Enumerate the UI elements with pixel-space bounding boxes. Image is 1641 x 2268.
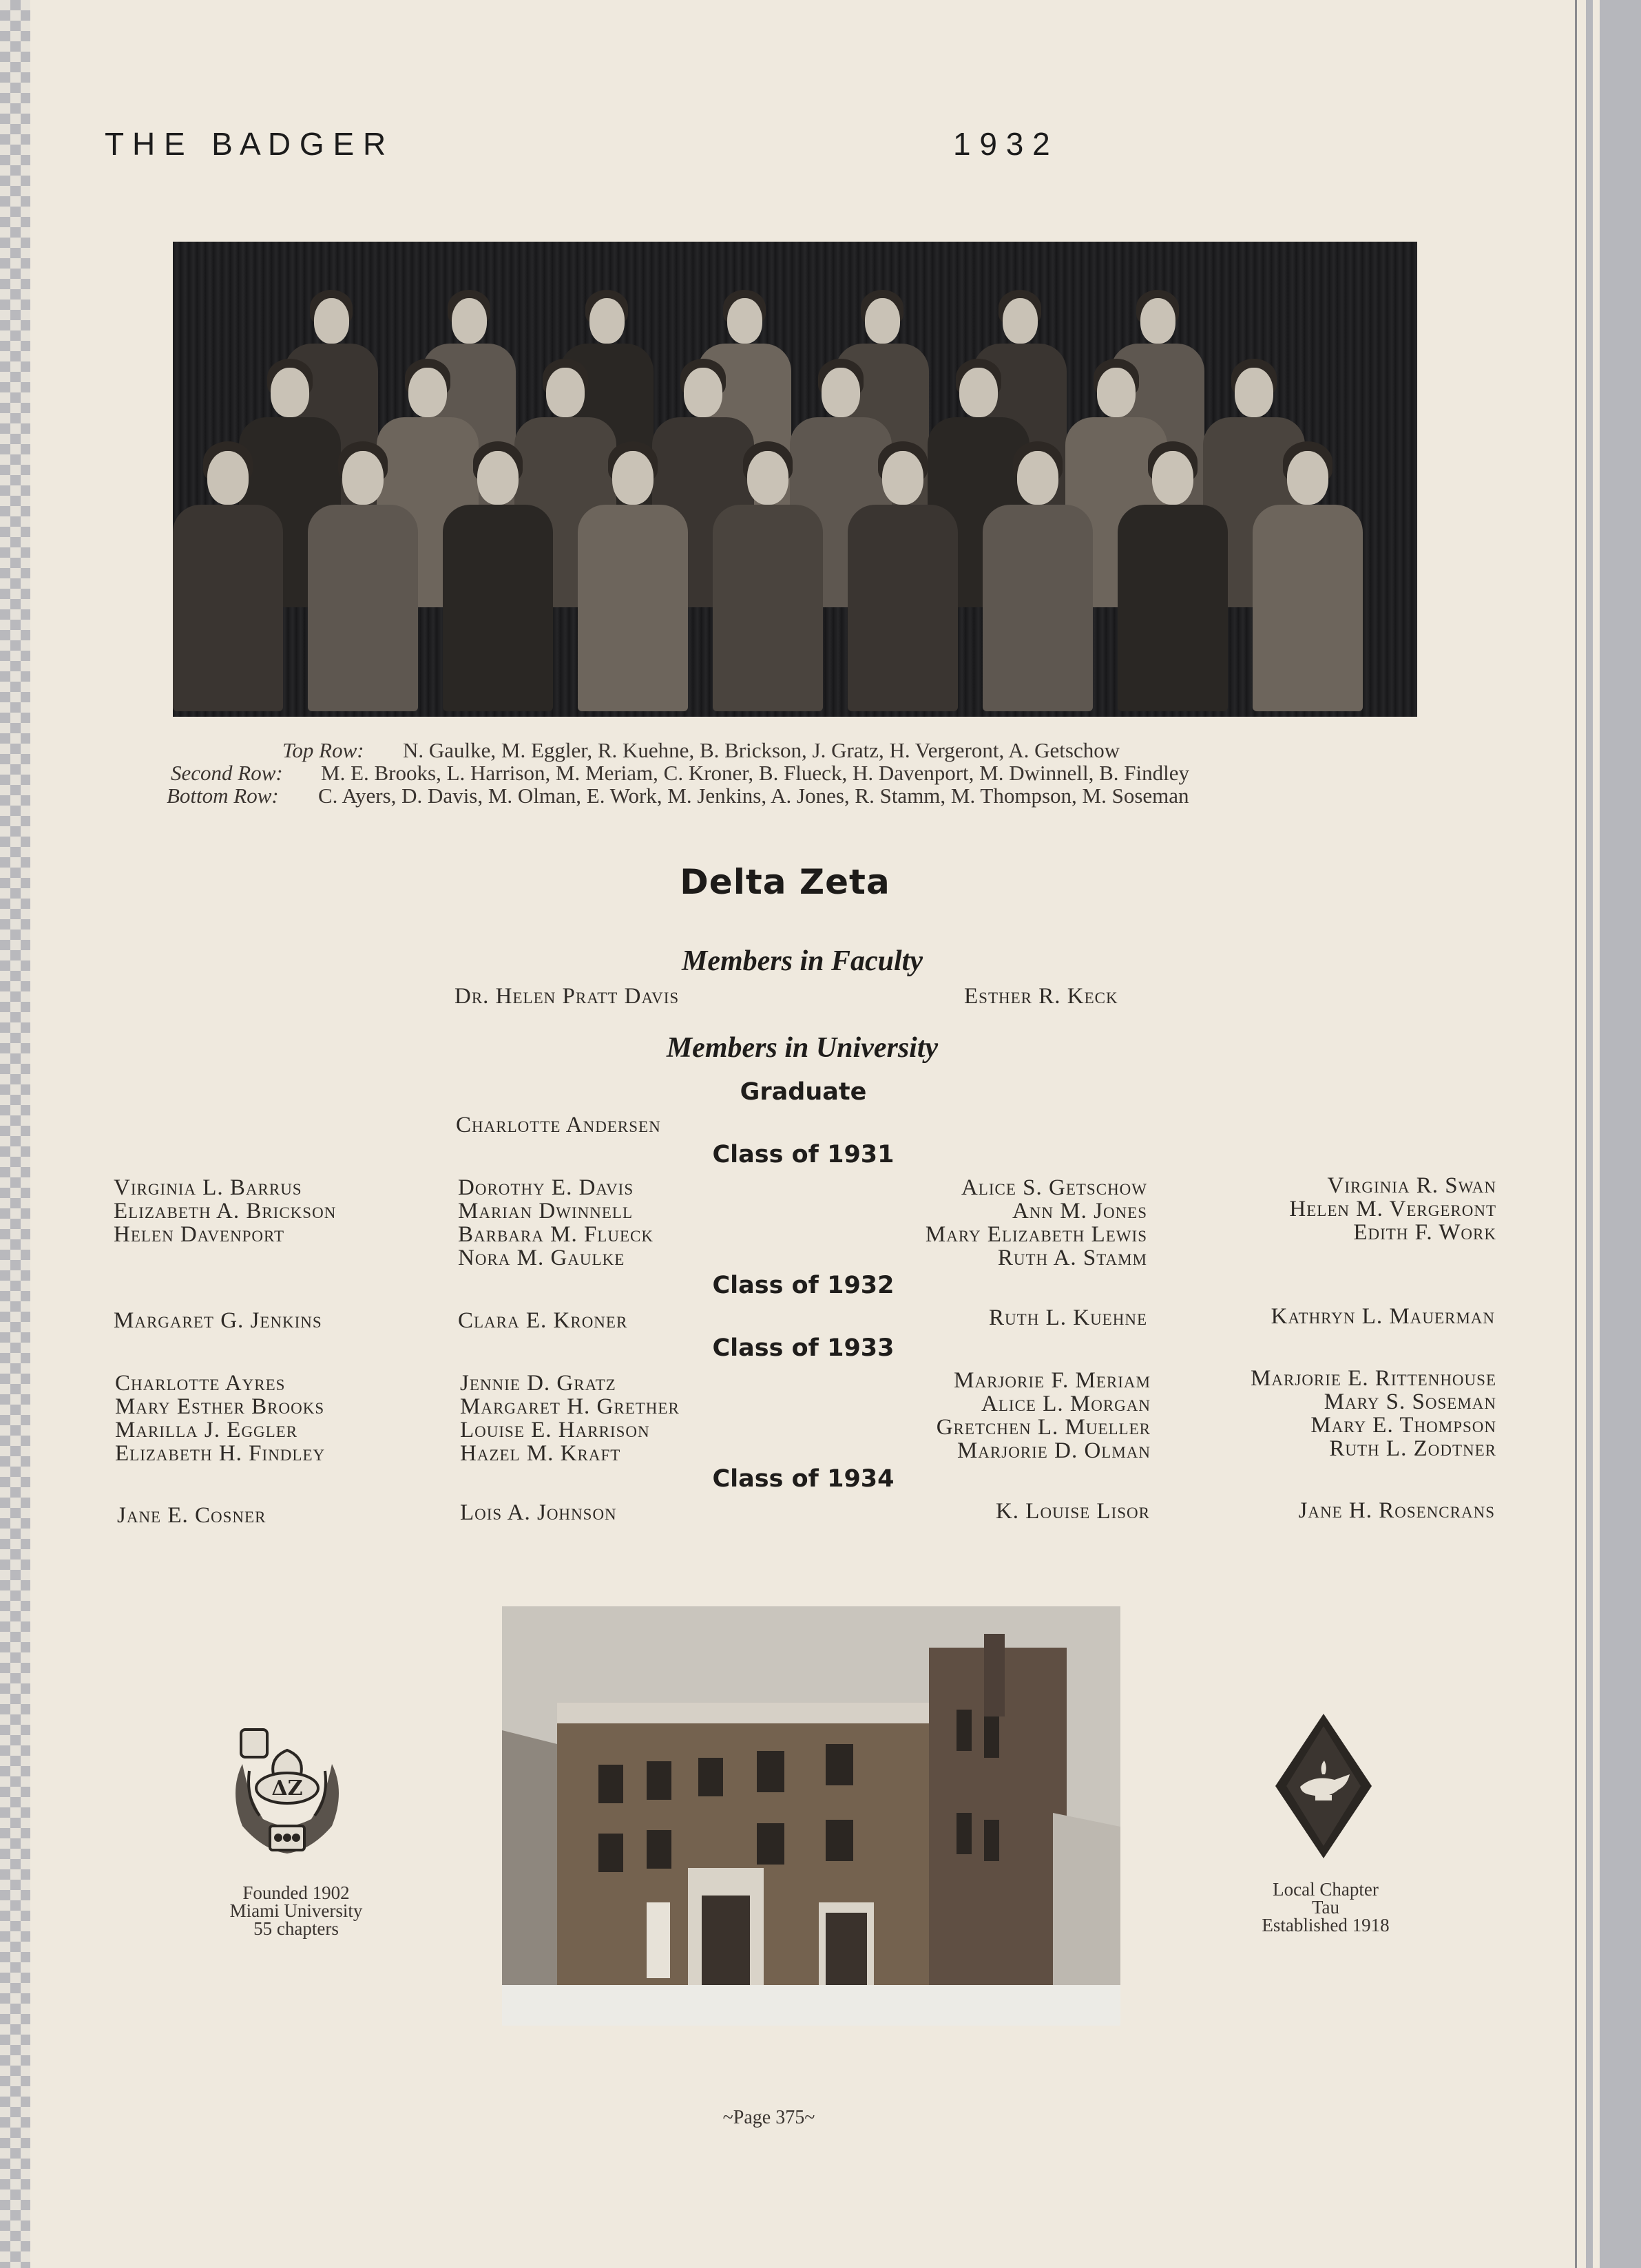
group-photo xyxy=(173,242,1417,717)
member-name: Virginia R. Swan xyxy=(1327,1173,1496,1198)
member-name: Louise E. Harrison xyxy=(460,1418,650,1442)
caption-label: Bottom Row: xyxy=(167,784,279,808)
member-name: Mary Esther Brooks xyxy=(115,1394,325,1419)
member-name: Helen Davenport xyxy=(114,1222,284,1247)
member-name: Ruth L. Kuehne xyxy=(989,1305,1147,1330)
lamp-emblem-icon xyxy=(1273,1711,1375,1861)
member-name: Marian Dwinnell xyxy=(458,1199,633,1224)
chapter-house-photo xyxy=(502,1606,1120,2026)
member-name: Elizabeth H. Findley xyxy=(115,1441,326,1466)
running-head xyxy=(105,125,1050,162)
class-1932-col2 xyxy=(458,1309,627,1332)
graduate-heading: Graduate xyxy=(740,1078,867,1106)
class-1934-col1 xyxy=(117,1504,266,1527)
class-1932-col1 xyxy=(114,1309,322,1332)
sorority-crest-icon xyxy=(222,1723,353,1867)
class-1931-heading: Class of 1931 xyxy=(712,1141,895,1168)
member-name: Ruth L. Zodtner xyxy=(1329,1436,1496,1461)
local-chapter-caption xyxy=(1233,1880,1419,1934)
member-name: Kathryn L. Mauerman xyxy=(1271,1304,1495,1329)
member-name: Alice L. Morgan xyxy=(981,1392,1151,1416)
member-name: Edith F. Work xyxy=(1353,1220,1496,1245)
member-name: Charlotte Ayres xyxy=(115,1371,286,1396)
member-name: Nora M. Gaulke xyxy=(458,1246,625,1270)
class-1933-col1 xyxy=(115,1372,325,1465)
founding-line: Founded 1902 xyxy=(242,1882,350,1903)
member-name: Barbara M. Flueck xyxy=(458,1222,654,1247)
class-1934-col4 xyxy=(1299,1499,1495,1522)
class-1931-col3 xyxy=(926,1176,1147,1270)
faculty-member: Esther R. Keck xyxy=(964,984,1118,1009)
founding-caption xyxy=(207,1884,386,1938)
member-name: K. Louise Lisor xyxy=(995,1499,1150,1524)
caption-names: N. Gaulke, M. Eggler, R. Kuehne, B. Brickson, J. Gratz, H. Vergeront, A. Getschow xyxy=(403,738,1120,762)
left-decorative-border xyxy=(0,0,30,2268)
member-name: Ruth A. Stamm xyxy=(997,1246,1147,1270)
class-1931-col4 xyxy=(1289,1174,1496,1244)
member-name: Jennie D. Gratz xyxy=(460,1371,616,1396)
publication-title: T H E B A D G E R xyxy=(105,126,386,162)
member-name: Ann M. Jones xyxy=(1012,1199,1147,1224)
member-name: Mary E. Thompson xyxy=(1310,1413,1496,1438)
caption-label: Top Row: xyxy=(282,738,364,762)
member-name: Lois A. Johnson xyxy=(460,1500,617,1525)
class-1934-col2 xyxy=(460,1501,617,1524)
founding-line: Miami University xyxy=(229,1900,363,1921)
class-1933-col4 xyxy=(1251,1367,1496,1460)
faculty-heading: Members in Faculty xyxy=(681,945,923,977)
chapter-house-image xyxy=(502,1606,1120,2026)
member-name: Virginia L. Barrus xyxy=(114,1175,302,1200)
member-name: Helen M. Vergeront xyxy=(1289,1197,1496,1221)
class-1932-col3 xyxy=(989,1306,1147,1330)
class-1931-col2 xyxy=(458,1176,654,1270)
right-decorative-border xyxy=(1572,0,1641,2268)
page-number: ~Page 375~ xyxy=(722,2107,815,2128)
local-line: Tau xyxy=(1311,1897,1340,1918)
local-line: Established 1918 xyxy=(1262,1915,1390,1935)
graduate-member: Charlotte Andersen xyxy=(456,1113,661,1137)
member-name: Clara E. Kroner xyxy=(458,1308,628,1333)
member-name: Marjorie D. Olman xyxy=(957,1438,1151,1463)
class-1932-heading: Class of 1932 xyxy=(712,1272,895,1299)
class-1931-col1 xyxy=(114,1176,336,1246)
class-1933-heading: Class of 1933 xyxy=(712,1334,895,1362)
class-1933-col3 xyxy=(937,1369,1151,1462)
class-1934-heading: Class of 1934 xyxy=(712,1465,895,1493)
caption-names: C. Ayers, D. Davis, M. Olman, E. Work, M. Jenkins, A. Jones, R. Stamm, M. Thompson, M. Soseman xyxy=(318,784,1189,808)
member-name: Margaret G. Jenkins xyxy=(114,1308,322,1333)
member-name: Margaret H. Grether xyxy=(460,1394,680,1419)
member-name: Mary S. Soseman xyxy=(1324,1389,1496,1414)
caption-names: M. E. Brooks, L. Harrison, M. Meriam, C. Kroner, B. Flueck, H. Davenport, M. Dwinnell, B. Findley xyxy=(321,761,1190,785)
class-1934-col3 xyxy=(996,1500,1150,1523)
member-name: Marilla J. Eggler xyxy=(115,1418,298,1442)
chapter-title: Delta Zeta xyxy=(680,862,890,902)
member-name: Elizabeth A. Brickson xyxy=(114,1199,337,1224)
crest-letters: ΔZ xyxy=(271,1776,303,1800)
class-1933-col2 xyxy=(460,1372,680,1465)
member-name: Jane E. Cosner xyxy=(117,1503,266,1528)
founding-line: 55 chapters xyxy=(253,1918,339,1939)
class-1932-col4 xyxy=(1271,1305,1495,1328)
local-line: Local Chapter xyxy=(1273,1879,1379,1900)
member-name: Alice S. Getschow xyxy=(961,1175,1147,1200)
caption-label: Second Row: xyxy=(171,761,283,785)
member-name: Marjorie F. Meriam xyxy=(954,1368,1151,1393)
member-name: Gretchen L. Mueller xyxy=(936,1415,1151,1440)
university-heading: Members in University xyxy=(666,1032,939,1064)
member-name: Jane H. Rosencrans xyxy=(1298,1498,1495,1523)
member-name: Marjorie E. Rittenhouse xyxy=(1251,1366,1496,1391)
faculty-member: Dr. Helen Pratt Davis xyxy=(454,984,680,1009)
member-name: Hazel M. Kraft xyxy=(460,1441,621,1466)
member-name: Mary Elizabeth Lewis xyxy=(925,1222,1147,1247)
publication-year: 1 9 3 2 xyxy=(953,126,1050,162)
member-name: Dorothy E. Davis xyxy=(458,1175,634,1200)
